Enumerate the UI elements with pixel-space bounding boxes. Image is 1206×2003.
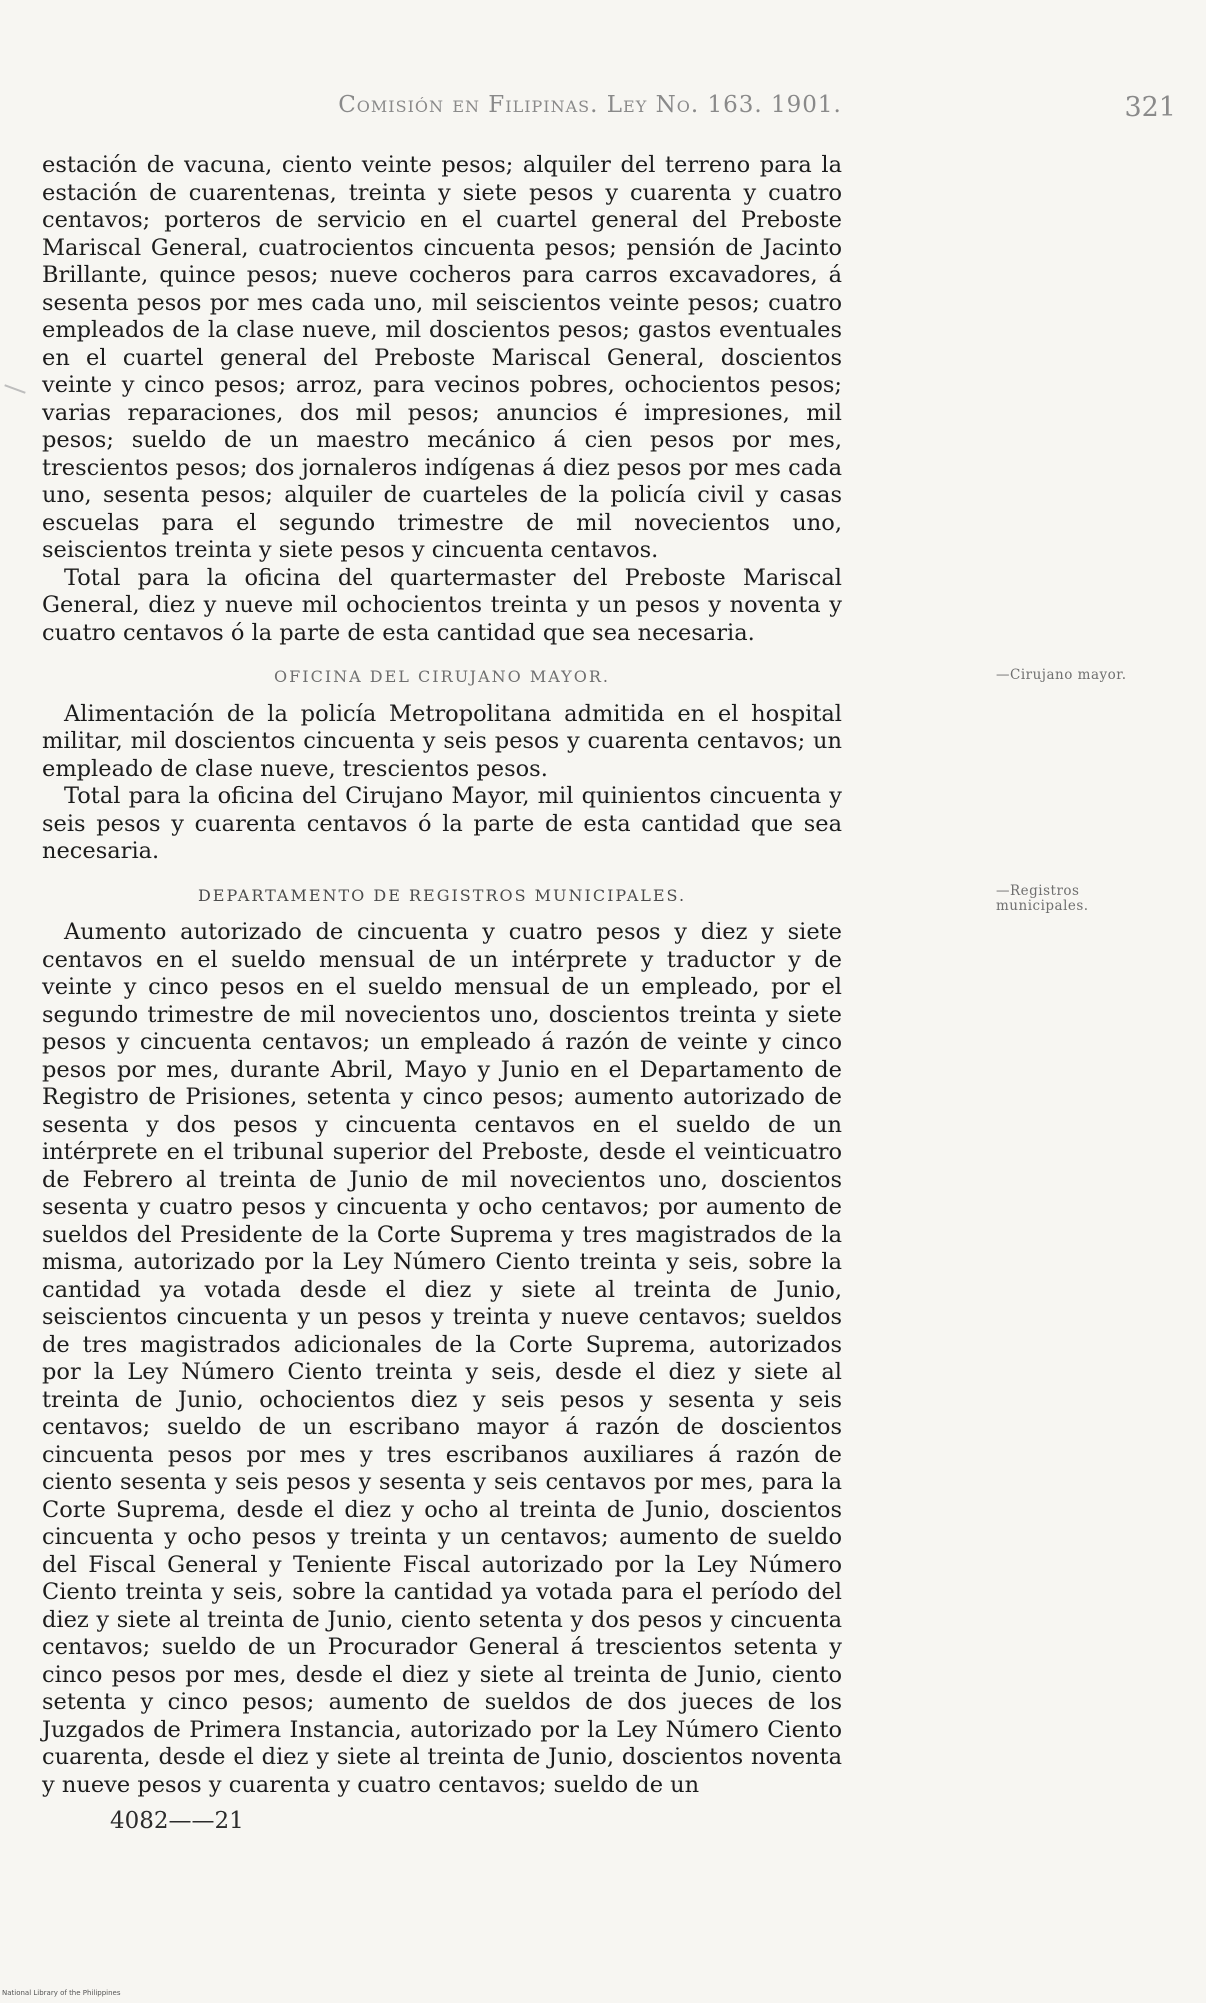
registry-paragraph: Aumento autorizado de cincuenta y cuatro pesos y diez y siete centavos en el sueldo mensual de un intérprete y traductor y de veinte y cinco pesos en el sueldo mensual de un empleado, por el segundo trimestre de mil novecientos uno, doscientos treinta y siete pesos y cincuenta centavos; un empleado á razón de veinte y cinco pesos por mes, durante Abril, Mayo y Junio en el Departamento de Registro de Prisiones, setenta y cinco pesos; aumento autorizado de sesenta y dos pesos y cincuenta centavos en el sueldo de un intérprete en el tribunal superior del Preboste, desde el veinticuatro de Febrero al treinta de Junio de mil novecientos uno, doscientos sesenta y cuatro pesos y cincuenta y ocho centavos; por aumento de sueldos del Presidente de la Corte Suprema y tres magistrados de la misma, autorizado por la Ley Número Ciento treinta y seis, sobre la cantidad ya votada desde el diez y siete al treinta de Junio, seiscientos cincuenta y un pesos y treinta y nueve centavos; sueldos de tres magistrados adicionales de la Corte Suprema, autorizados por la Ley Número Ciento treinta y seis, desde el diez y siete al treinta de Junio, ochocientos diez y seis pesos y sesenta y seis centavos; sueldo de un escribano mayor á razón de doscientos cincuenta pesos por mes y tres escribanos auxiliares á razón de ciento sesenta y seis pesos y sesenta y seis centavos por mes, para la Corte Suprema, desde el diez y ocho al treinta de Junio, doscientos cincuenta y ocho pesos y treinta y un centavos; aumento de sueldo del Fiscal General y Teniente Fiscal autorizado por la Ley Número Ciento treinta y seis, sobre la cantidad ya votada para el período del diez y siete al treinta de Junio, ciento setenta y dos pesos y cincuenta centavos; sueldo de un Procurador General á trescientos setenta y cinco pesos por mes, desde el diez y siete al treinta de Junio, ciento setenta y cinco pesos; aumento de sueldos de dos jueces de los Juzgados de Primera Instancia, autorizado por la Ley Número Ciento cuarenta, desde el diez y siete al treinta de Junio, doscientos noventa y nueve pesos y cuarenta y cuatro centavos; sueldo de un: [42, 919, 842, 1798]
library-credit: National Library of the Philippines: [2, 1989, 121, 1997]
body-text: [42, 152, 842, 1799]
page-number: 321: [1124, 92, 1176, 123]
surgeon-heading: OFICINA DEL CIRUJANO MAYOR.: [274, 667, 610, 686]
margin-mark: [4, 384, 25, 393]
signature-mark: 4082——21: [110, 1808, 244, 1834]
running-head: Comisión en Filipinas. Ley No. 163. 1901.: [338, 92, 842, 118]
intro-paragraph: estación de vacuna, ciento veinte pesos; alquiler del terreno para la estación de cuarentenas, treinta y siete pesos y cuarenta y cuatro centavos; porteros de servicio en el cuartel general del Preboste Mariscal General, cuatrocientos cincuenta pesos; pensión de Jacinto Brillante, quince pesos; nueve cocheros para carros excavadores, á sesenta pesos por mes cada uno, mil seiscientos veinte pesos; cuatro empleados de la clase nueve, mil doscientos pesos; gastos eventuales en el cuartel general del Preboste Mariscal General, doscientos veinte y cinco pesos; arroz, para vecinos pobres, ochocientos pesos; varias reparaciones, dos mil pesos; anuncios é impresiones, mil pesos; sueldo de un maestro mecánico á cien pesos por mes, trescientos pesos; dos jornaleros indígenas á diez pesos por mes cada uno, sesenta pesos; alquiler de cuarteles de la policía civil y casas escuelas para el segundo trimestre de mil novecientos uno, seiscientos treinta y siete pesos y cincuenta centavos.: [42, 152, 842, 563]
surgeon-total: Total para la oficina del Cirujano Mayor, mil quinientos cincuenta y seis pesos y cuarenta centavos ó la parte de esta cantidad que sea necesaria.: [42, 783, 842, 864]
registry-margin-note: —Registros municipales.: [996, 883, 1089, 914]
surgeon-paragraph: Alimentación de la policía Metropolitana admitida en el hospital militar, mil doscientos cincuenta y seis pesos y cuarenta centavos; un empleado de clase nueve, trescientos pesos.: [42, 700, 842, 782]
quartermaster-total: Total para la oficina del quartermaster del Preboste Mariscal General, diez y nueve mil ochocientos treinta y un pesos y noventa y cuatro centavos ó la parte de esta cantidad que sea necesaria.: [42, 564, 842, 646]
surgeon-margin-note: —Cirujano mayor.: [996, 667, 1127, 683]
registry-heading: DEPARTAMENTO DE REGISTROS MUNICIPALES.: [197, 885, 687, 905]
